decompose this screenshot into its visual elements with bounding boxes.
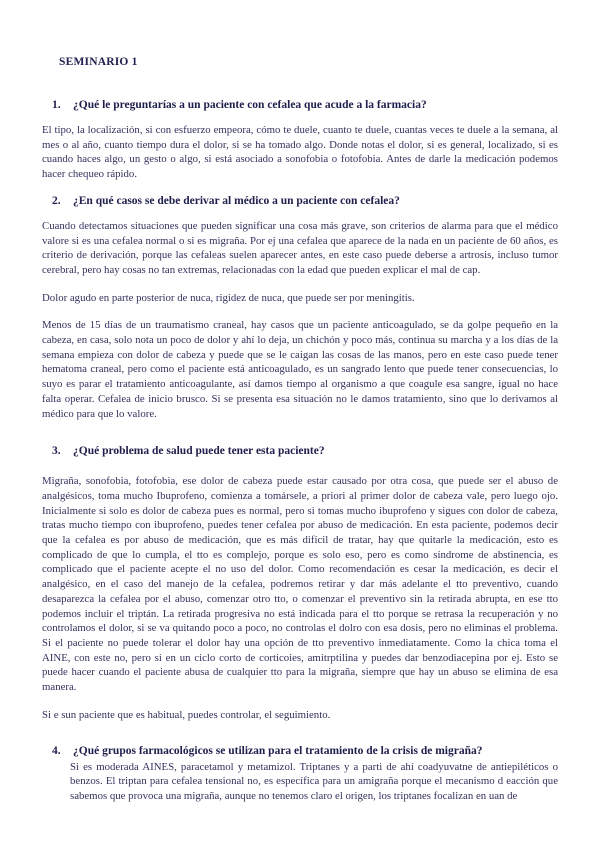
question-text: ¿En qué casos se debe derivar al médico a un paciente con cefalea? — [73, 194, 400, 207]
question-number: 2. — [52, 194, 61, 207]
question-text: ¿Qué grupos farmacológicos se utilizan para el tratamiento de la crisis de migraña? — [73, 744, 483, 757]
paragraph: El tipo, la localización, si con esfuerzo empeora, cómo te duele, cuanto te duele, cuantas veces te duele a la semana, al mes o al año, cuanto tiempo dura el dolor, si se ha tomado algo. Donde notas el dolor, si es general, localizado, si es cuando haces algo, un gesto o algo, si está asociado a sonofobia o fotofobia. Antes de darle la medicación podemos hacer chequeo rápido. — [42, 124, 558, 181]
question-text: ¿Qué problema de salud puede tener esta paciente? — [73, 445, 325, 458]
question-heading — [42, 195, 558, 207]
question-section-3 — [42, 445, 558, 722]
question-number: 4. — [52, 744, 61, 757]
question-heading — [42, 745, 558, 757]
question-heading — [42, 445, 558, 457]
paragraph: Cuando detectamos situaciones que pueden significar una cosa más grave, son criterios de alarma para que el médico valore si es una cefalea normal o si es migraña. Por ej una cefalea que aparece de la nada en un paciente de 60 años, es criterio de derivación, porque las cefaleas suelen aparecer antes, en este caso puede deberse a artrosis, incluso tumor cerebral, pero hay cosas no tan extremas, relacionadas con la edad que pueden explicar el mal de cap. — [42, 219, 558, 276]
document-title: SEMINARIO 1 — [59, 56, 138, 68]
question-text: ¿Qué le preguntarías a un paciente con cefalea que acude a la farmacia? — [73, 99, 427, 111]
paragraph: Migraña, sonofobia, fotofobia, ese dolor de cabeza puede estar causado por otra cosa, que puede ser el abuso de analgésicos, toma mucho Ibuprofeno, comienza a tomársele, a priori al primer dolor de cabeza vale, pero luego ojo. Inicialmente si solo es dolor de cabeza pues es normal, pero si tomas mucho ibuprofeno y sigues con dolor de cabeza, tratas mucho tiempo con ibuprofeno, puedes tener cefalea por abuso de medicación. En esta paciente, podemos decir que la cefalea es por abuso de medicación, que es más difícil de tratar, hay que quitarle la medicación, esto es complicado de que lo cumpla, el tto es complejo, porque es solo eso, pero es como síndrome de abstinencia, es complicado que el paciente acepte el no uso del dolor. Como recomendación es cesar la medicación, es decir el analgésico, en el caso del manejo de la cefalea, podremos retirar y dar más adelante el tto preventivo, cuando desaparezca la cefalea por el abuso, comenzar otro tto, o comenzar el preventivo sin la retirada abrupta, en ese tto podemos incluir el triptán. La retirada progresiva no está indicada para el tto porque se retrasa la recuperación y no controlamos el dolor, si se va quitando poco a poco, no controlas el dolro con esa dosis, pero no eliminas el problema. Si el paciente no puede tolerar el dolor hay una opción de tto preventivo inmediatamente. Como la chica toma el AINE, con este no, pero si en un ciclo corto de corticoies, amitrptilina y puedes dar benzodiacepina por ej. Esto se puede hacer cuando el paciente abusa de cualquier tto para la migraña, siempre que hay un abuso se elimina de esa manera. — [42, 475, 558, 694]
question-number: 3. — [52, 445, 61, 458]
question-heading — [42, 99, 558, 111]
paragraph: Si e sun paciente que es habitual, puedes controlar, el seguimiento. — [42, 708, 331, 721]
paragraph: Si es moderada AINES, paracetamol y metamizol. Triptanes y a parti de ahí coadyuvatne de antiepiléticos o benzos. El triptan para cefalea tensional no, es específica para un amigraña porque el mecanismo d eacción que sabemos que provoca una migraña, aunque no tenemos claro el origen, los triptanes focalizan en uan de — [70, 760, 558, 802]
question-section-1 — [42, 99, 558, 182]
paragraph: Dolor agudo en parte posterior de nuca, rigidez de nuca, que puede ser por meningitis. — [42, 291, 415, 304]
paragraph: Menos de 15 días de un traumatismo craneal, hay casos que un paciente anticoagulado, se da golpe pequeño en la cabeza, en casa, solo nota un poco de dolor y ahí lo deja, un chichón y poco más, continua su marcha y a los días de la semana empieza con dolor de cabeza y puede que se le caigan las cosas de las manos, pero en este caso puede tener hematoma craneal, pero como el paciente está anticoagulado, es un sangrado lento que puede tener consecuencias, lo suyo es parar el tratamiento anticoagulante, así damos tiempo al organismo a que coagule esa sangre, igual no hace falta operar. Cefalea de inicio brusco. Si se presenta esa situación no le damos tratamiento, sino que lo derivamos al médico para que lo valore. — [42, 319, 558, 420]
question-number: 1. — [52, 99, 61, 111]
question-section-4 — [42, 745, 558, 804]
question-section-2 — [42, 195, 558, 421]
